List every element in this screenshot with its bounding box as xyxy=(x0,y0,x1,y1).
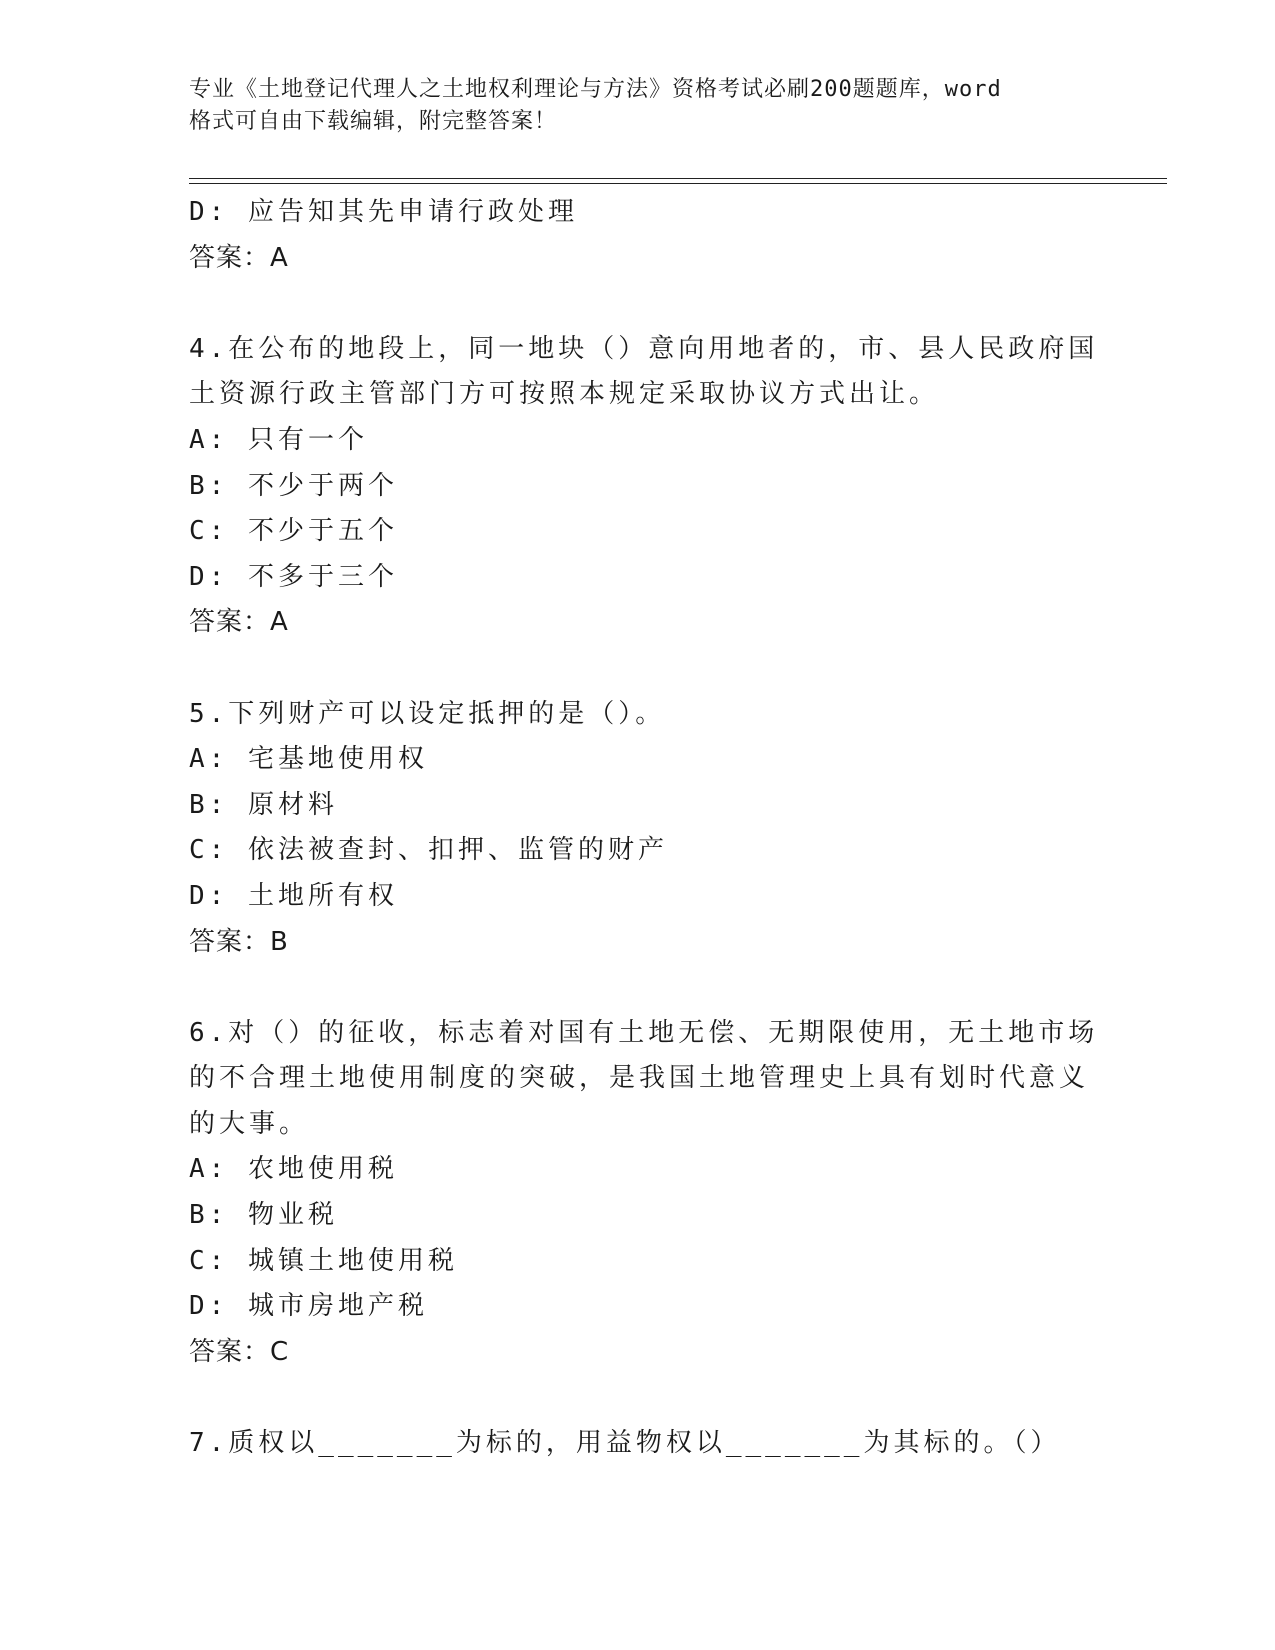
option-d: D: 城市房地产税 xyxy=(189,1291,428,1322)
option-a: A: 农地使用税 xyxy=(189,1154,398,1185)
header-title-line-2: 格式可自由下载编辑，附完整答案！ xyxy=(189,109,558,134)
option-c: C: 不少于五个 xyxy=(189,516,398,547)
spacer xyxy=(189,646,1089,692)
question-stem: 的不合理土地使用制度的突破，是我国土地管理史上具有划时代意义 xyxy=(189,1063,1090,1094)
option-b: B: 不少于两个 xyxy=(189,470,398,501)
question-stem: 7.质权以_______为标的，用益物权以_______为其标的。（） xyxy=(189,1428,1061,1459)
question-stem: 的大事。 xyxy=(189,1108,310,1139)
option-b: B: 原材料 xyxy=(189,789,338,820)
question-stem: 6.对（）的征收，标志着对国有土地无偿、无期限使用，无土地市场 xyxy=(189,1017,1099,1048)
spacer xyxy=(189,965,1089,1011)
spacer xyxy=(189,1375,1089,1421)
option-c: C: 依法被查封、扣押、监管的财产 xyxy=(189,835,668,866)
option-d: D: 不多于三个 xyxy=(189,561,398,592)
answer-line: 答案：B xyxy=(189,926,289,957)
answer-line: 答案：C xyxy=(189,1336,290,1367)
question-5 xyxy=(189,692,1089,966)
question-stem: 4.在公布的地段上，同一地块（）意向用地者的，市、县人民政府国 xyxy=(189,333,1099,364)
q3-option-d: D: 应告知其先申请行政处理 xyxy=(189,197,578,227)
answer-line: 答案：A xyxy=(189,607,289,638)
question-7 xyxy=(189,1421,1089,1467)
option-d: D: 土地所有权 xyxy=(189,880,398,911)
option-c: C: 城镇土地使用税 xyxy=(189,1245,458,1276)
question-stem: 5.下列财产可以设定抵押的是（）。 xyxy=(189,698,666,729)
option-b: B: 物业税 xyxy=(189,1200,338,1231)
q3-answer: 答案：A xyxy=(189,242,289,273)
header-title-line-1: 专业《土地登记代理人之土地权利理论与方法》资格考试必刷200题题库，word xyxy=(189,77,1002,102)
question-6 xyxy=(189,1011,1099,1376)
option-a: A: 只有一个 xyxy=(189,424,368,455)
question-4 xyxy=(189,327,1099,646)
question-stem: 土资源行政主管部门方可按照本规定采取协议方式出让。 xyxy=(189,379,940,410)
header-divider-bottom xyxy=(189,183,1167,184)
option-a: A: 宅基地使用权 xyxy=(189,744,428,775)
question-content xyxy=(189,190,1099,1467)
spacer xyxy=(189,281,1089,327)
document-header xyxy=(189,74,1089,138)
header-divider-top xyxy=(189,178,1167,179)
